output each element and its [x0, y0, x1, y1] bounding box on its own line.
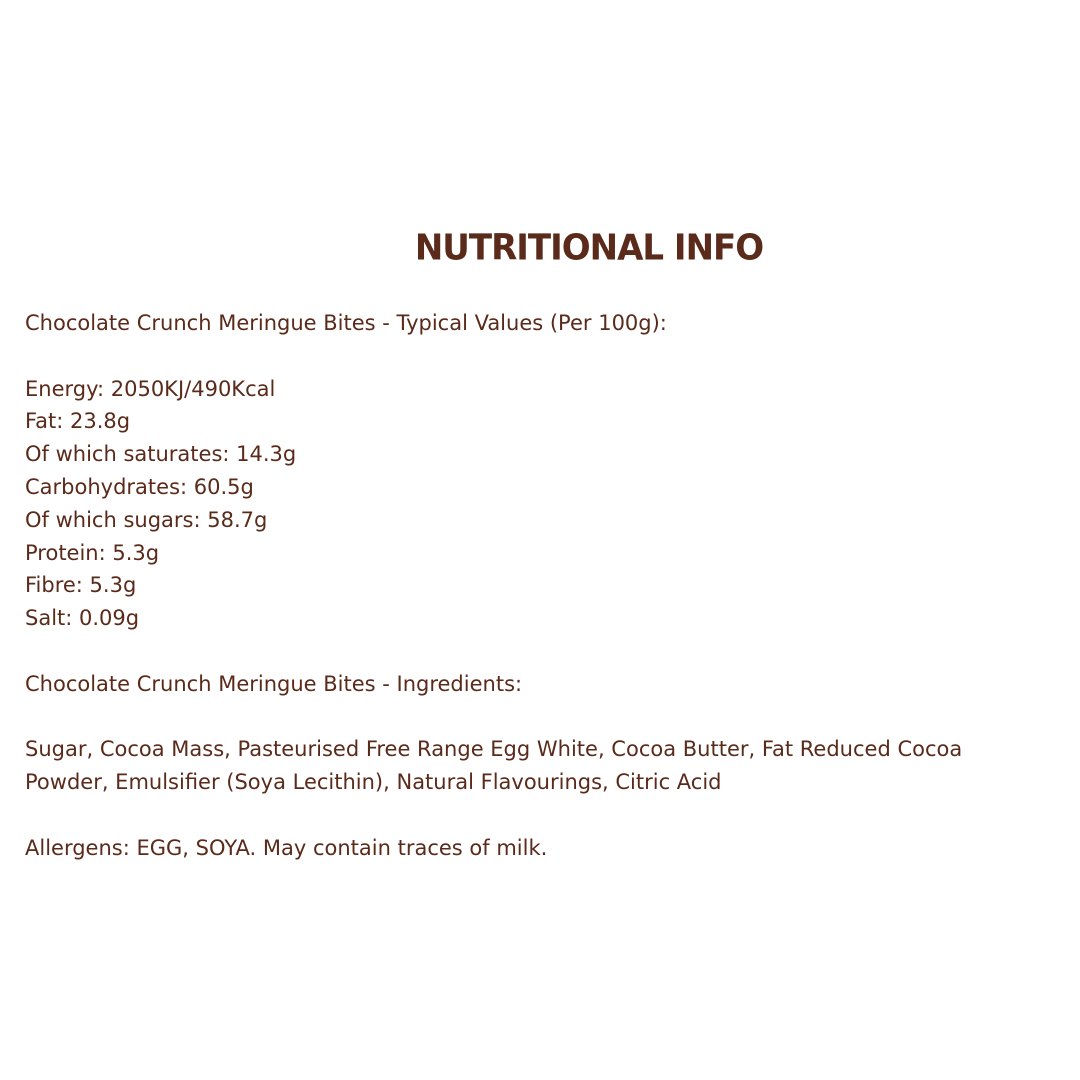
- nutrition-content: [25, 307, 1070, 865]
- nutrition-list: [25, 373, 1070, 635]
- typical-values-heading: Chocolate Crunch Meringue Bites - Typical Values (Per 100g):: [25, 311, 667, 335]
- spacer: [25, 799, 1070, 832]
- ingredients-line: Powder, Emulsifier (Soya Lecithin), Natural Flavourings, Citric Acid: [25, 770, 722, 795]
- ingredients-heading: Chocolate Crunch Meringue Bites - Ingredients:: [25, 671, 523, 696]
- nutrition-item-carbohydrates: Carbohydrates: 60.5g: [25, 474, 254, 499]
- nutrition-item-salt: Salt: 0.09g: [25, 606, 140, 631]
- ingredients-text: [25, 733, 1070, 799]
- spacer: [25, 635, 1070, 668]
- nutrition-item-saturates: Of which saturates: 14.3g: [25, 442, 297, 467]
- nutrition-item-energy: Energy: 2050KJ/490Kcal: [25, 376, 276, 401]
- nutrition-item-sugars: Of which sugars: 58.7g: [25, 507, 268, 532]
- spacer: [25, 701, 1070, 734]
- spacer: [25, 340, 1070, 373]
- nutrition-item-fibre: Fibre: 5.3g: [25, 573, 137, 598]
- nutrition-item-protein: Protein: 5.3g: [25, 540, 160, 565]
- page-title: NUTRITIONAL INFO: [414, 227, 764, 269]
- nutrition-item-fat: Fat: 23.8g: [25, 409, 131, 434]
- ingredients-line: Sugar, Cocoa Mass, Pasteurised Free Range Egg White, Cocoa Butter, Fat Reduced Cocoa: [25, 737, 963, 762]
- allergens-text: Allergens: EGG, SOYA. May contain traces of milk.: [25, 835, 548, 860]
